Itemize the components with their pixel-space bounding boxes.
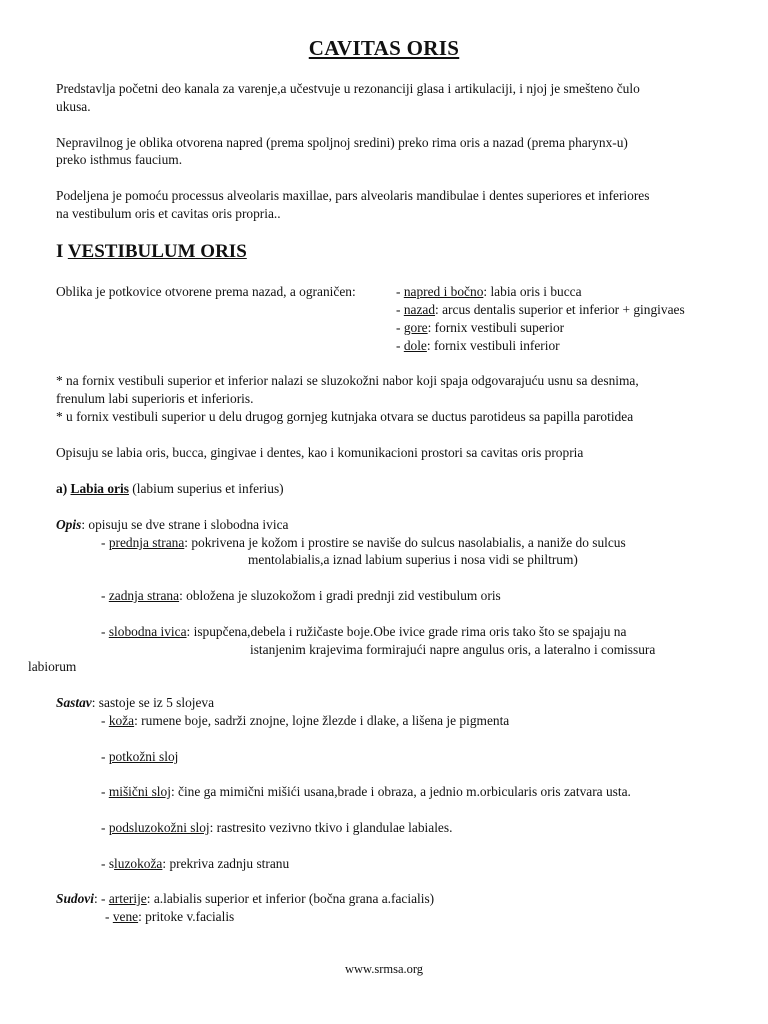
intro-paragraph-2-line-2: preko isthmus faucium. bbox=[56, 152, 183, 167]
layer-mucosa: - sluzokoža: prekriva zadnju stranu bbox=[101, 856, 290, 871]
page-title: CAVITAS ORIS bbox=[308, 36, 460, 60]
subsection-term: Labia oris bbox=[70, 481, 129, 496]
layer-subcutaneous-term: potkožni sloj bbox=[108, 749, 179, 764]
bound-term: dole bbox=[403, 338, 427, 353]
subsection-heading: a) Labia oris (labium superius et inferius) bbox=[56, 481, 284, 496]
layer-skin: - koža: rumene boje, sadrži znojne, lojne žlezde i dlake, a lišena je pigmenta bbox=[101, 713, 510, 728]
note-2: * u fornix vestibuli superior u delu drugog gornjeg kutnjaka otvara se ductus parotideus sa papilla parotidea bbox=[56, 409, 634, 424]
section-heading bbox=[56, 241, 247, 263]
sastav-line: Sastav: sastoje se iz 5 slojeva bbox=[56, 695, 215, 710]
note-1-line-2: frenulum labi superioris et inferioris. bbox=[56, 391, 254, 406]
section-heading-text: VESTIBULUM ORIS bbox=[67, 241, 247, 262]
sastav-label: Sastav bbox=[56, 695, 92, 710]
back-side-term: zadnja strana bbox=[108, 588, 180, 603]
layer-submucosa: - podsluzokožni sloj: rastresito vezivno tkivo i glandulae labiales. bbox=[101, 820, 453, 835]
front-side-line-1: - prednja strana: pokrivena je kožom i prostire se naviše do sulcus nasolabialis, a naniže do sulcus bbox=[101, 535, 626, 550]
bound-term: napred i bočno bbox=[403, 284, 484, 299]
free-edge-line-2: istanjenim krajevima formirajući napre angulus oris, a lateralno i comissura bbox=[250, 642, 656, 657]
layer-muscle: - mišični sloj: čine ga mimični mišići usana,brade i obraza, a jednio m.orbicularis oris zatvara usta. bbox=[101, 784, 631, 799]
layer-muscle-term: mišični sloj bbox=[108, 784, 171, 799]
layer-skin-term: koža bbox=[108, 713, 135, 728]
bound-term: nazad bbox=[403, 302, 436, 317]
note-1-line-1: * na fornix vestibuli superior et inferior nalazi se sluzokožni nabor koji spaja odgovarajuću usnu sa desnima, bbox=[56, 373, 639, 388]
shape-description: Oblika je potkovice otvorene prema nazad, a ograničen: bbox=[56, 284, 356, 299]
sudovi-label: Sudovi bbox=[56, 891, 94, 906]
describes-line: Opisuju se labia oris, bucca, gingivae i dentes, kao i komunikacioni prostori sa cavitas oris propria bbox=[56, 445, 584, 460]
intro-paragraph-1-line-2: ukusa. bbox=[56, 99, 91, 114]
bound-item: - dole: fornix vestibuli inferior bbox=[396, 338, 560, 353]
vessels-veins: - vene: pritoke v.facialis bbox=[105, 909, 235, 924]
back-side-line: - zadnja strana: obložena je sluzokožom i gradi prednji zid vestibulum oris bbox=[101, 588, 501, 603]
vessels-arteries: Sudovi: - arterije: a.labialis superior et inferior (bočna grana a.facialis) bbox=[56, 891, 435, 906]
opis-label: Opis bbox=[56, 517, 82, 532]
front-side-line-2: mentolabialis,a iznad labium superius i nosa vidi se philtrum) bbox=[248, 552, 578, 567]
front-side-term: prednja strana bbox=[108, 535, 185, 550]
free-edge-line-1: - slobodna ivica: ispupčena,debela i ružičaste boje.Obe ivice grade rima oris tako što se spajaju na bbox=[101, 624, 627, 639]
intro-paragraph-2-line-1: Nepravilnog je oblika otvorena napred (prema spoljnoj sredini) preko rima oris a nazad (prema pharynx-u) bbox=[56, 135, 628, 150]
opis-line: Opis: opisuju se dve strane i slobodna ivica bbox=[56, 517, 289, 532]
layer-submucosa-term: podsluzokožni sloj bbox=[108, 820, 210, 835]
section-number: I bbox=[56, 241, 68, 262]
bound-item: - gore: fornix vestibuli superior bbox=[396, 320, 565, 335]
veins-term: vene bbox=[112, 909, 139, 924]
footer-url: www.srmsa.org bbox=[344, 962, 424, 976]
intro-paragraph-3-line-1: Podeljena je pomoću processus alveolaris maxillae, pars alveolaris mandibulae i dentes superiores et inferiores bbox=[56, 188, 650, 203]
intro-paragraph-3-line-2: na vestibulum oris et cavitas oris propria.. bbox=[56, 206, 281, 221]
layer-subcutaneous: - potkožni sloj bbox=[101, 749, 179, 764]
intro-paragraph-1-line-1: Predstavlja početni deo kanala za varenje,a učestvuje u rezonanciji glasa i artikulaciji, i njoj je smešteno čulo bbox=[56, 81, 640, 96]
layer-mucosa-term: luzokoža bbox=[114, 856, 163, 871]
bound-term: gore bbox=[403, 320, 428, 335]
arteries-term: arterije bbox=[108, 891, 147, 906]
free-edge-line-3: labiorum bbox=[28, 659, 77, 674]
free-edge-term: slobodna ivica bbox=[108, 624, 187, 639]
bound-item: - nazad: arcus dentalis superior et inferior + gingivaes bbox=[396, 302, 685, 317]
bound-item: - napred i bočno: labia oris i bucca bbox=[396, 284, 582, 299]
